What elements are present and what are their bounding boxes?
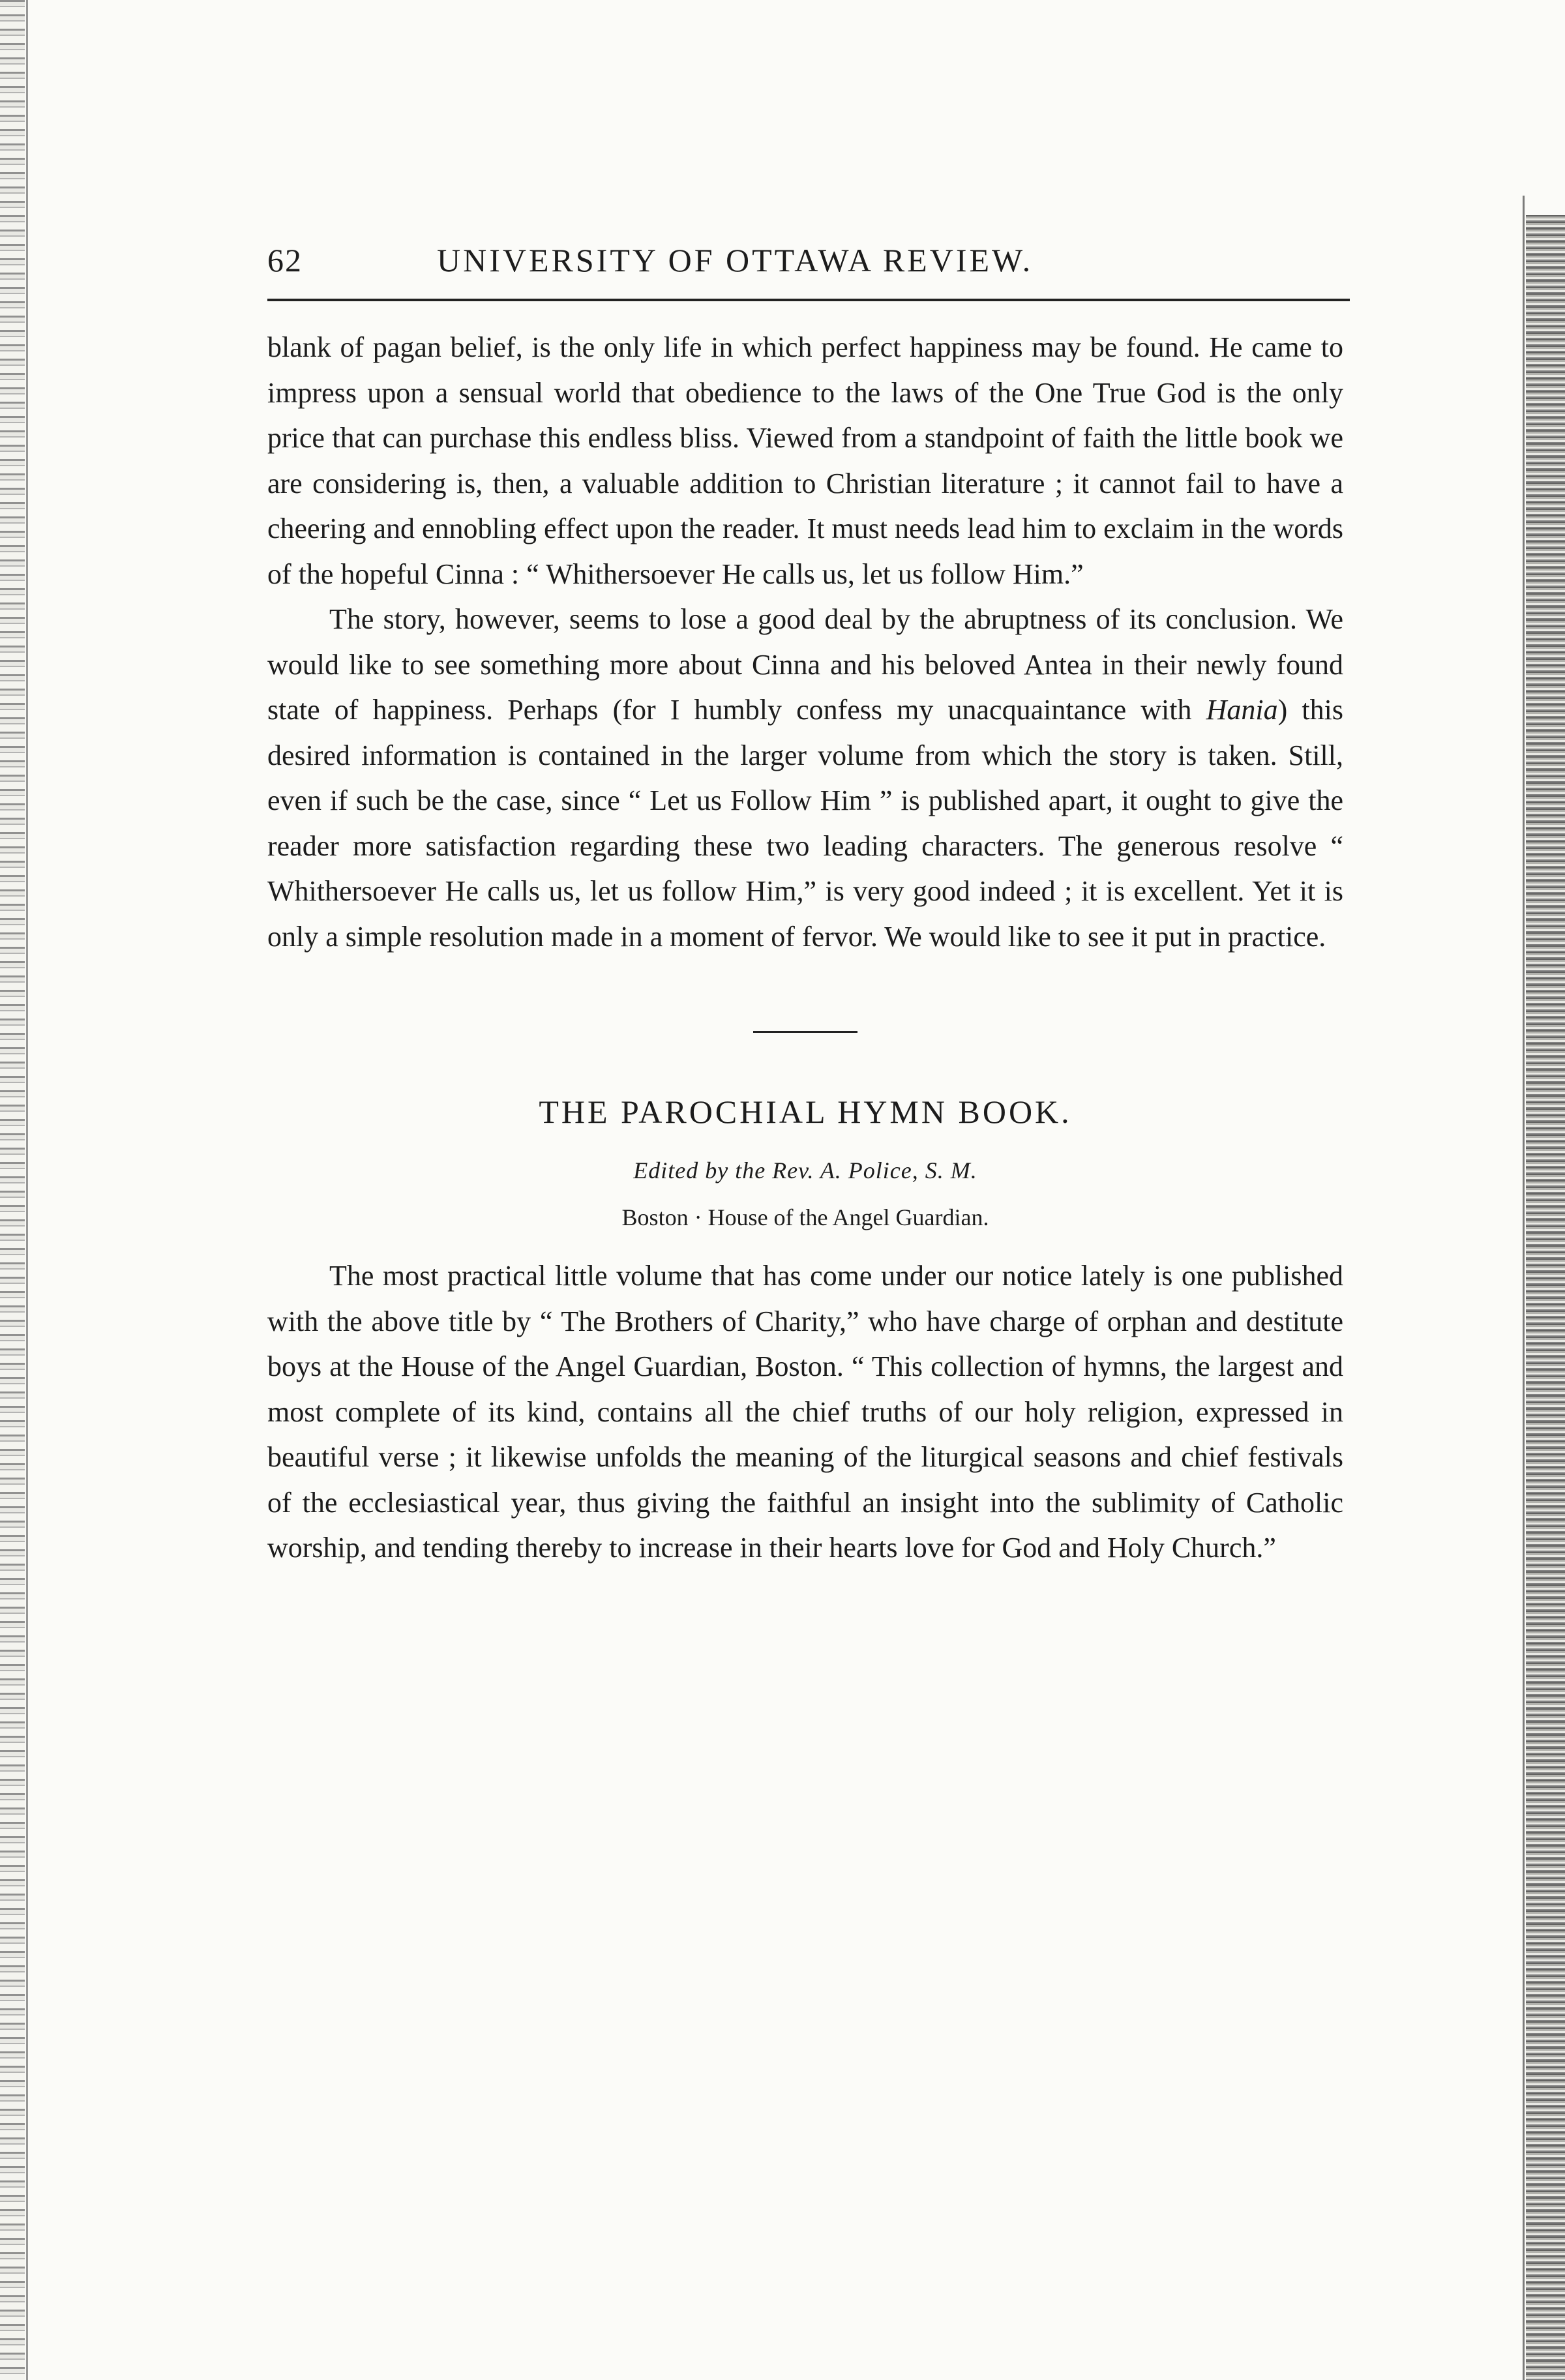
book-title-italic: Hania xyxy=(1206,694,1278,726)
page-number: 62 xyxy=(267,242,303,278)
header-rule xyxy=(267,299,1350,301)
editor-credit: Edited by the Rev. A. Police, S. M. xyxy=(633,1157,977,1183)
journal-title: UNIVERSITY OF OTTAWA REVIEW. xyxy=(437,242,1034,278)
scan-left-border xyxy=(26,0,28,2380)
review-title: THE PAROCHIAL HYMN BOOK. xyxy=(539,1093,1072,1130)
paragraph: The most practical little volume that has come under our notice lately is one published with the above title by “ The Brothers of Charity,” who have charge of orphan and destitute boys at the House of the Angel Guardian, Boston. “ This collection of hymns, the largest and most complete of its kind, contains all the chief truths of our holy religion, expressed in beautiful verse ; it likewise unfolds the meaning of the liturgical seasons and chief festivals of the ecclesiastical year, thus giving the faithful an insight into the sublimity of Catholic worship, and tending thereby to increase in their hearts love for God and Holy Church.” xyxy=(267,1260,1343,1564)
scan-right-edge xyxy=(1526,215,1565,2380)
paragraph-text: ) this desired information is contained in the larger volume from which the story is taken. Still, even if such be the case, since “ Let us Follow Him ” is published apart, it ought to give the reader more satisfaction regarding these two leading characters. The generous resolve “ Whithersoever He calls us, let us follow Him,” is very good indeed ; it is excellent. Yet it is only a simple resolution made in a moment of fervor. We would like to see it put in practice. xyxy=(267,694,1343,953)
scan-right-border xyxy=(1523,196,1525,2380)
scan-left-edge xyxy=(0,0,25,2380)
running-head xyxy=(267,241,1343,287)
review-body xyxy=(267,1253,1343,1571)
article-continued xyxy=(267,325,1343,959)
section-divider xyxy=(753,1031,857,1033)
paragraph-text: The story, however, seems to lose a good deal by the abruptness of its conclusion. We would like to see something more about Cinna and his beloved Antea in their newly found state of happiness. Perhaps (for I humbly confess my unacquaintance with xyxy=(267,603,1343,726)
publisher-line: Boston · House of the Angel Guardian. xyxy=(621,1204,989,1230)
paragraph: blank of pagan belief, is the only life in which perfect happiness may be found. He came to impress upon a sensual world that obedience to the laws of the One True God is the only price that can purchase this endless bliss. Viewed from a standpoint of faith the little book we are considering is, then, a valuable addition to Christian literature ; it cannot fail to have a cheering and ennobling effect upon the reader. It must needs lead him to exclaim in the words of the hopeful Cinna : “ Whithersoever He calls us, let us follow Him.” xyxy=(267,331,1343,590)
paragraph xyxy=(267,597,1343,959)
page-content xyxy=(267,241,1343,1571)
